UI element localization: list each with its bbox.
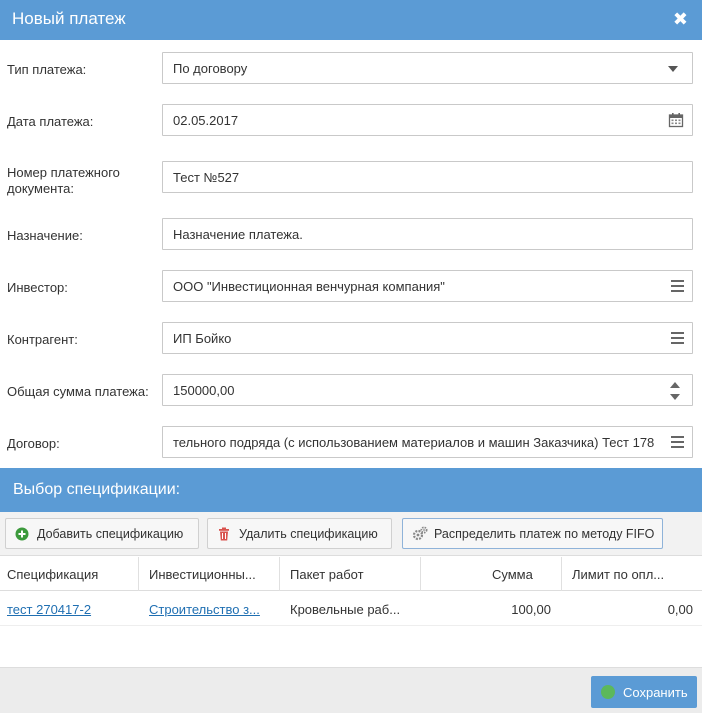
total-amount-row [0, 374, 702, 406]
dialog-footer [0, 667, 702, 713]
fifo-distribute-label: Распределить платеж по методу FIFO [434, 527, 655, 541]
trash-icon [217, 527, 231, 541]
counterparty-field[interactable] [162, 322, 693, 354]
investor-field[interactable] [162, 270, 693, 302]
payment-date-value: 02.05.2017 [173, 113, 239, 128]
purpose-label: Назначение: [7, 228, 83, 243]
doc-number-value: Тест №527 [173, 170, 240, 185]
delete-spec-label: Удалить спецификацию [239, 527, 378, 541]
spinner-up-icon[interactable] [670, 382, 680, 388]
spec-grid-header [0, 557, 702, 591]
contract-label: Договор: [7, 436, 60, 451]
dialog-titlebar [0, 0, 702, 40]
column-header-amount[interactable]: Сумма [421, 557, 562, 591]
payment-date-row [0, 104, 702, 136]
close-icon[interactable]: ✖ [672, 9, 688, 29]
fifo-distribute-button[interactable] [402, 518, 663, 549]
spec-section-title: Выбор спецификации: [13, 481, 181, 498]
save-status-icon [601, 685, 615, 699]
amount-cell: 100,00 [511, 602, 551, 617]
dialog-title: Новый платеж [12, 9, 126, 28]
chevron-down-icon[interactable] [668, 66, 678, 72]
purpose-row [0, 218, 702, 250]
contract-row [0, 426, 702, 458]
payment-type-row [0, 52, 702, 84]
package-cell: Кровельные раб... [290, 602, 401, 617]
list-icon[interactable] [671, 280, 684, 292]
investor-label: Инвестор: [7, 280, 68, 295]
table-row[interactable] [0, 592, 702, 626]
spec-toolbar [0, 512, 702, 556]
counterparty-row [0, 322, 702, 354]
investment-link[interactable]: Строительство з... [149, 602, 260, 617]
column-header-package[interactable]: Пакет работ [280, 557, 421, 591]
total-amount-value: 150000,00 [173, 383, 235, 398]
column-header-spec[interactable]: Спецификация [0, 557, 139, 591]
plus-circle-icon [15, 527, 29, 541]
gears-icon [412, 526, 428, 542]
doc-number-input[interactable] [162, 161, 693, 193]
payment-type-label: Тип платежа: [7, 62, 87, 77]
spec-section-header [0, 468, 702, 512]
doc-number-label: Номер платежного документа: [7, 165, 120, 196]
calendar-icon[interactable] [668, 112, 684, 128]
doc-number-row [0, 161, 702, 196]
payment-type-select[interactable] [162, 52, 693, 84]
payment-date-label: Дата платежа: [7, 114, 94, 129]
column-header-investment[interactable]: Инвестиционны... [139, 557, 280, 591]
number-spinner[interactable] [670, 380, 680, 402]
total-amount-input[interactable] [162, 374, 693, 406]
column-header-limit[interactable]: Лимит по опл... [572, 567, 665, 582]
payment-date-field[interactable] [162, 104, 693, 136]
spec-link[interactable]: тест 270417-2 [7, 602, 92, 617]
delete-spec-button[interactable] [207, 518, 392, 549]
add-spec-button[interactable] [5, 518, 199, 549]
counterparty-label: Контрагент: [7, 332, 78, 347]
limit-cell: 0,00 [667, 602, 693, 617]
investor-row [0, 270, 702, 302]
spinner-down-icon[interactable] [670, 394, 680, 400]
add-spec-label: Добавить спецификацию [37, 527, 184, 541]
contract-field[interactable] [162, 426, 693, 458]
list-icon[interactable] [671, 436, 684, 448]
save-button[interactable] [591, 676, 697, 708]
counterparty-value: ИП Бойко [173, 331, 232, 346]
contract-value: тельного подряда (с использованием материалов и машин Заказчика) Тест 178 [173, 435, 655, 450]
total-amount-label: Общая сумма платежа: [7, 384, 149, 399]
save-label: Сохранить [623, 685, 688, 700]
purpose-value: Назначение платежа. [173, 227, 303, 242]
list-icon[interactable] [671, 332, 684, 344]
purpose-input[interactable] [162, 218, 693, 250]
investor-value: ООО "Инвестиционная венчурная компания" [173, 279, 445, 294]
payment-type-value: По договору [173, 61, 248, 76]
